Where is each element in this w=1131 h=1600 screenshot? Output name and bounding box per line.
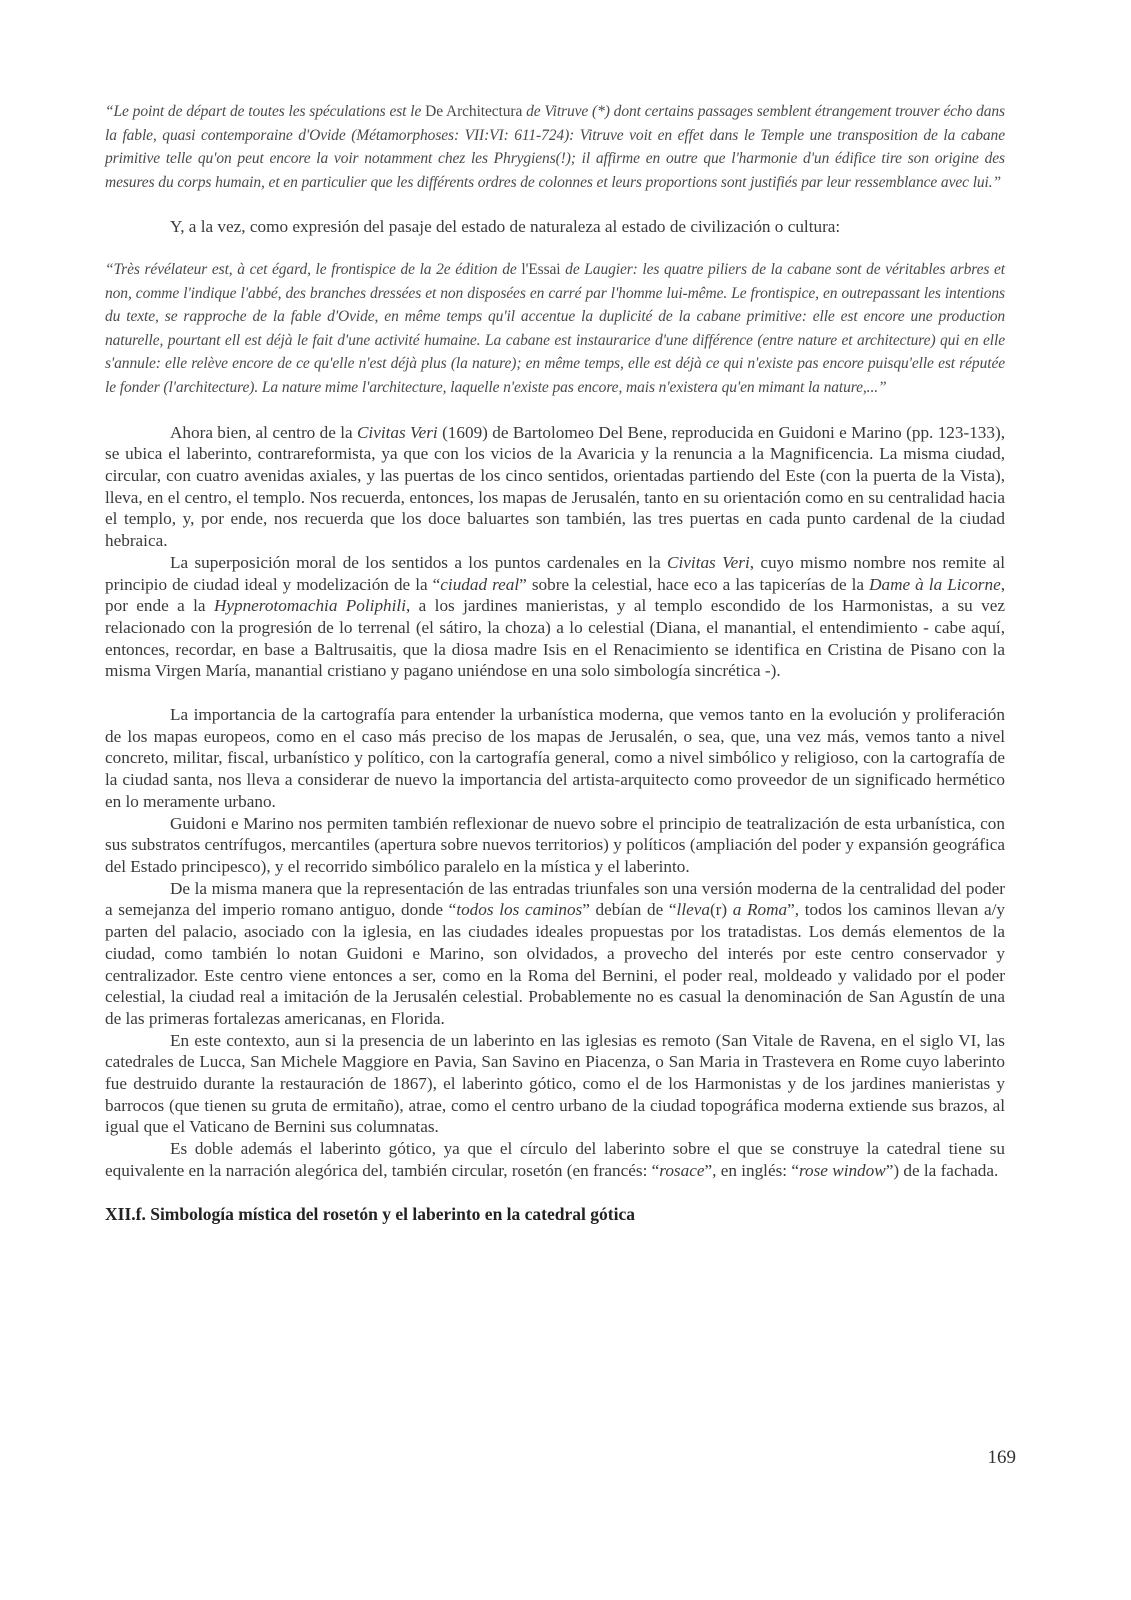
paragraph-civitas-veri: Ahora bien, al centro de la Civitas Veri (1609) de Bartolomeo Del Bene, reproducida en Guidoni e Marino (pp. 123-133), se ubica el laberinto, contrareformista, ya que con los vicios de la Avaricia y la renuncia a la Magnificencia. La misma ciudad, circular, con cuatro avenidas axiales, y las puertas de los cinco sentidos, orientadas partiendo del Este (con la puerta de la Vista), lleva, en el centro, el templo. Nos recuerda, entonces, los mapas de Jerusalén, tanto en su orientación como en su centralidad hacia el templo, y, por ende, nos recuerda que los doce baluartes son también, las tres puertas en cada punto cardenal de la ciudad hebraica. bbox=[105, 422, 1005, 551]
quote-vitruve bbox=[105, 100, 1005, 194]
paragraph-laberinto-gotico: Es doble además el laberinto gótico, ya que el círculo del laberinto sobre el que se construye la catedral tiene su equivalente en la narración alegórica del, también circular, rosetón (en francés: “rosace”, en inglés: “rose window”) de la fachada. bbox=[105, 1139, 1005, 1180]
paragraph-teatralizacion: Guidoni e Marino nos permiten también reflexionar de nuevo sobre el principio de teatralización de esta urbanística, con sus substratos centrífugos, mercantiles (apertura sobre nuevos territorios) y políticos (ampliación del poder y expansión geográfica del Estado principesco), y el recorrido simbólico paralelo en la mística y el laberinto. bbox=[105, 813, 1005, 876]
paragraph-superposicion: La superposición moral de los sentidos a los puntos cardenales en la Civitas Veri, cuyo mismo nombre nos remite al principio de ciudad ideal y modelización de la “ciudad real” sobre la celestial, hace eco a las tapicerías de la Dame à la Licorne, por ende a la Hypnerotomachia Poliphili, a los jardines manieristas, y al templo escondido de los Harmonistas, a su vez relacionado con la progresión de lo terrenal (el sátiro, la choza) a lo celestial (Diana, el manantial, el entendimiento - cabe aquí, entonces, recordar, en base a Baltrusaitis, que la diosa madre Isis en el Renacimiento se identifica en Cristina de Pisano con la misma Virgen María, manantial cristiano y pagano uniéndose en una solo simbología sincrética -). bbox=[105, 552, 1006, 681]
page-number: 169 bbox=[987, 1447, 1016, 1468]
page-content bbox=[105, 100, 1005, 1225]
intro-paragraph: Y, a la vez, como expresión del pasaje del estado de naturaleza al estado de civilización o cultura: bbox=[170, 217, 841, 237]
quote-text: de Vitruve (*) dont certains passages semblent étrangement trouver écho dans la fable, quasi contemporaine d'Ovide (Métamorphoses: VII:VI: 611-724): Vitruve voit en effet dans le Temple une transposition de la cabane primitive telle qu'on peut encore la voir notamment chez les Phrygiens(!); il affirme en outre que l'harmonie d'un édifice tire son origine des mesures du corps humain, et en particulier que les différents ordres de colonnes et leurs proportions sont justifiés par leur ressemblance avec lui.” bbox=[105, 103, 1005, 191]
paragraph-entradas-triunfales: De la misma manera que la representación de las entradas triunfales son una versión moderna de la centralidad del poder a semejanza del imperio romano antiguo, donde “todos los caminos” debían de “lleva(r) a Roma”, todos los caminos llevan a/y parten del palacio, asociado con la iglesia, en las ciudades ideales propuestas por los tratadistas. Los demás elementos de la ciudad, como también lo notan Guidoni e Marino, son olvidados, a provecho del interés por este centro conservador y centralizador. Este centro viene entonces a ser, como en la Roma del Bernini, el poder real, moldeado y validado por el poder celestial, la ciudad real a imitación de la Jerusalén celestial. Probablemente no es casual la denominación de San Agustín de una de las primeras fortalezas americanas, en Florida. bbox=[105, 878, 1005, 1028]
section-heading: XII.f. Simbología mística del rosetón y el laberinto en la catedral gótica bbox=[105, 1203, 635, 1224]
paragraph-laberinto-iglesias: En este contexto, aun si la presencia de un laberinto en las iglesias es remoto (San Vitale de Ravena, en el siglo VI, las catedrales de Lucca, San Michele Maggiore en Pavia, San Savino en Piacenza, o San Maria in Trastevera en Rome cuyo laberinto fue destruido durante la restauración de 1867), el laberinto gótico, como el de los Harmonistas y de los jardines manieristas y barrocos (que tienen su gruta de ermitaño), atrae, como el centro urbano de la ciudad topográfica moderna extiende sus brazos, al igual que el Vaticano de Bernini sus columnatas. bbox=[105, 1030, 1005, 1137]
quote-text: de Laugier: les quatre piliers de la cabane sont de véritables arbres et non, comme l'indique l'abbé, des branches dressées et non disposées en carré par l'homme lui-même. Le frontispice, en outrepassant les intentions du texte, se rapproche de la fable d'Ovide, en même temps qu'il accentue la duplicité de la cabane primitive: elle est encore une production naturelle, pourtant ell est déjà le fait d'une activité humaine. La cabane est instaurarice d'une différence (entre nature et architecture) qui en elle s'annule: elle relève encore de ce qu'elle n'est déjà plus (la nature); en même temps, elle est déjà ce qui n'existe pas encore puisqu'elle est réputée le fonder (l'architecture). La nature mime l'architecture, laquelle n'existe pas encore, mais n'existera qu'en mimant la nature,...” bbox=[105, 261, 1005, 397]
quote-book-title: De Architectura bbox=[425, 103, 523, 120]
quote-book-title: l'Essai bbox=[521, 261, 561, 279]
quote-laugier bbox=[105, 258, 1005, 400]
quote-text: “Le point de départ de toutes les spéculations est le bbox=[105, 103, 426, 120]
quote-text: “Très révélateur est, à cet égard, le frontispice de la 2e édition de bbox=[105, 261, 522, 279]
paragraph-cartografia: La importancia de la cartografía para entender la urbanística moderna, que vemos tanto en la evolución y proliferación de los mapas europeos, como en el caso más preciso de los mapas de Jerusalén, o sea, que, una vez más, vemos tanto a nivel concreto, militar, fiscal, urbanístico y político, con la cartografía general, como a nivel simbólico y religioso, con la cartografía de la ciudad santa, nos lleva a considerar de nuevo la importancia del artista-arquitecto como proveedor de un significado hermético en lo meramente urbano. bbox=[105, 705, 1005, 811]
